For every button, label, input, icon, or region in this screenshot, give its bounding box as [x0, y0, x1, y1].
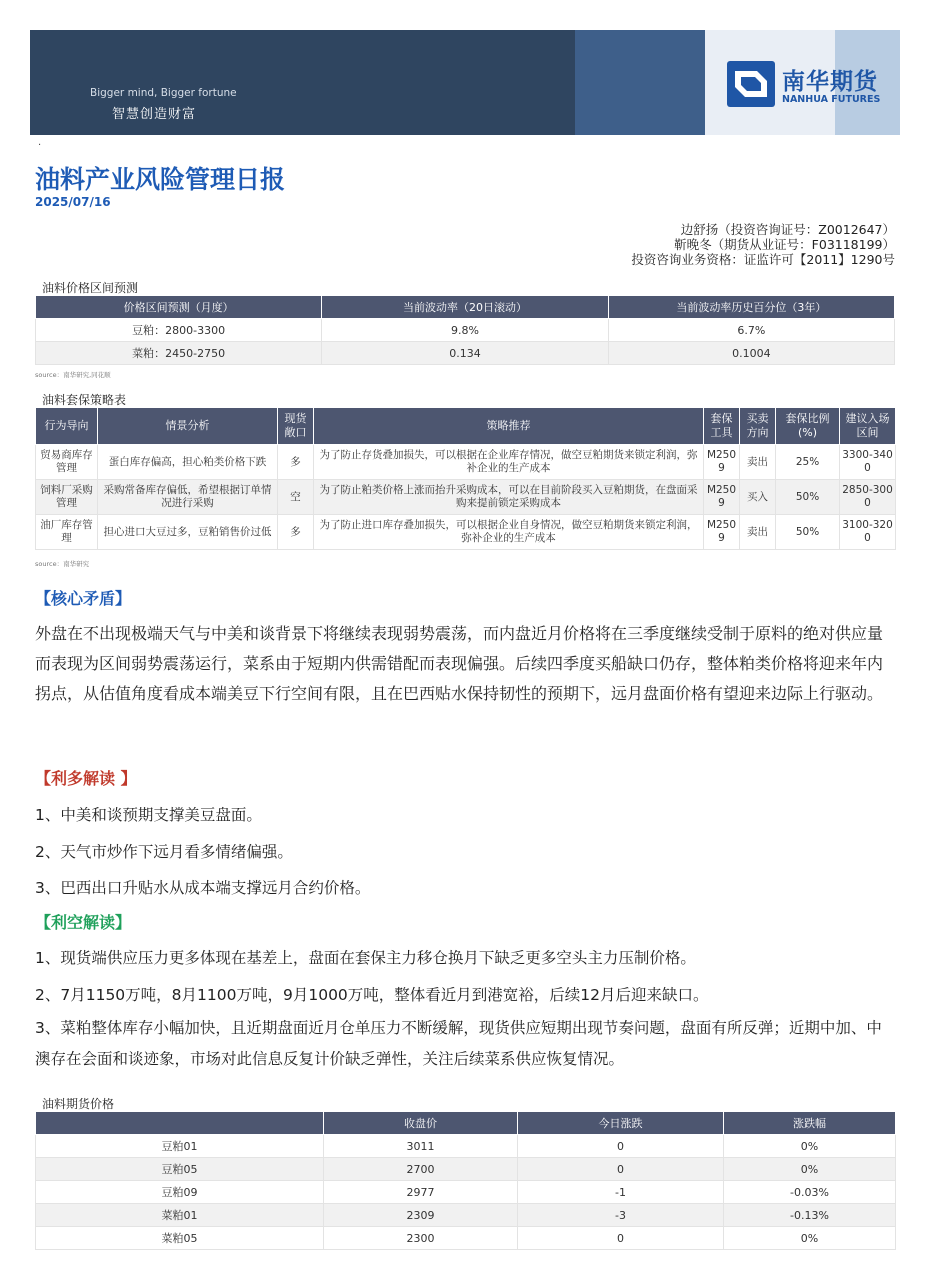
table-cell: 饲料厂采购管理: [36, 480, 98, 515]
price-range-table: [35, 295, 895, 365]
nanhua-logo-icon: [727, 61, 775, 107]
table-cell: 3300-3400: [840, 445, 896, 480]
table-cell: 豆粕：2800-3300: [36, 319, 322, 342]
table-cell: 0: [518, 1135, 724, 1158]
column-header: 行为导向: [36, 408, 98, 445]
slogan-english: Bigger mind, Bigger fortune: [90, 87, 237, 99]
column-header: [36, 1112, 324, 1135]
table-cell: 卖出: [740, 445, 776, 480]
bullish-item: 3、巴西出口升贴水从成本端支撑远月合约价格。: [35, 879, 371, 897]
hedge-table-label: 油料套保策略表: [42, 393, 127, 407]
column-header: 收盘价: [324, 1112, 518, 1135]
core-heading: 【核心矛盾】: [35, 589, 132, 608]
table-cell: 菜粕01: [36, 1204, 324, 1227]
price-range-label: 油料价格区间预测: [42, 281, 139, 295]
table-cell: 为了防止存货叠加损失，可以根据在企业库存情况，做空豆粕期货来锁定利润，弥补企业的生产成本: [314, 445, 704, 480]
table-row: [36, 1204, 896, 1227]
table-cell: -3: [518, 1204, 724, 1227]
table-cell: 多: [278, 445, 314, 480]
bearish-heading: 【利空解读】: [35, 913, 132, 932]
table-row: [36, 1135, 896, 1158]
source-note: source：南华研究,同花顺: [35, 371, 111, 379]
table-cell: 空: [278, 480, 314, 515]
table-cell: 9.8%: [322, 319, 608, 342]
table-row: [36, 1181, 896, 1204]
table-cell: 0%: [724, 1158, 896, 1181]
column-header: 套保比例(%): [776, 408, 840, 445]
table-cell: 0%: [724, 1135, 896, 1158]
bearish-item: 2、7月1150万吨，8月1100万吨，9月1000万吨，整体看近月到港宽裕，后续12月后迎来缺口。: [35, 986, 709, 1004]
table-cell: 为了防止粕类价格上涨而抬升采购成本，可以在目前阶段买入豆粕期货，在盘面采购来提前锁定采购成本: [314, 480, 704, 515]
futures-table-label: 油料期货价格: [42, 1097, 115, 1111]
table-cell: 3100-3200: [840, 515, 896, 550]
column-header: 今日涨跌: [518, 1112, 724, 1135]
author-line: 边舒扬（投资咨询证号：Z0012647）: [680, 222, 895, 237]
table-row: [36, 515, 896, 550]
bullish-item: 2、天气市炒作下远月看多情绪偏强。: [35, 843, 293, 861]
table-cell: 0.134: [322, 342, 608, 365]
column-header: 当前波动率（20日滚动）: [322, 296, 608, 319]
report-title: 油料产业风险管理日报: [35, 165, 286, 194]
column-header: 套保工具: [704, 408, 740, 445]
table-cell: 25%: [776, 445, 840, 480]
table-cell: 3011: [324, 1135, 518, 1158]
table-cell: 菜粕05: [36, 1227, 324, 1250]
bearish-item: 3、菜粕整体库存小幅加快，且近期盘面近月仓单压力不断缓解，现货供应短期出现节奏问题，盘面有所反弹；近期中加、中澳存在会面和谈迹象，市场对此信息反复计价缺乏弹性，关注后续菜系供应恢复情况。: [35, 1019, 882, 1068]
table-row: [36, 445, 896, 480]
slogan-chinese: 智慧创造财富: [112, 107, 197, 122]
column-header: 现货敞口: [278, 408, 314, 445]
author-line: 靳晚冬（期货从业证号：F03118199）: [674, 237, 895, 252]
report-date: 2025/07/16: [35, 195, 111, 209]
table-cell: 菜粕：2450-2750: [36, 342, 322, 365]
table-row: [36, 319, 895, 342]
core-paragraph: 外盘在不出现极端天气与中美和谈背景下将继续表现弱势震荡，而内盘近月价格将在三季度继续受制于原料的绝对供应量而表现为区间弱势震荡运行，菜系由于短期内供需错配而表现偏强。后续四季度买船缺口仍存，整体粕类价格将迎来年内拐点，从估值角度看成本端美豆下行空间有限，且在巴西贴水保持韧性的预期下，远月盘面价格有望迎来边际上行驱动。: [35, 624, 884, 703]
column-header: 当前波动率历史百分位（3年）: [608, 296, 894, 319]
table-header-row: [36, 296, 895, 319]
table-cell: 豆粕01: [36, 1135, 324, 1158]
table-cell: 2977: [324, 1181, 518, 1204]
table-row: [36, 1227, 896, 1250]
table-cell: M2509: [704, 515, 740, 550]
table-cell: -1: [518, 1181, 724, 1204]
table-cell: -0.13%: [724, 1204, 896, 1227]
table-cell: 豆粕09: [36, 1181, 324, 1204]
table-header-row: [36, 1112, 896, 1135]
column-header: 情景分析: [98, 408, 278, 445]
column-header: 建议入场区间: [840, 408, 896, 445]
table-cell: 多: [278, 515, 314, 550]
bullet-dot: ·: [38, 140, 42, 151]
table-cell: 0: [518, 1158, 724, 1181]
table-cell: 50%: [776, 515, 840, 550]
column-header: 涨跌幅: [724, 1112, 896, 1135]
table-cell: 2300: [324, 1227, 518, 1250]
table-cell: 2309: [324, 1204, 518, 1227]
bullish-heading: 【利多解读 】: [35, 769, 137, 788]
column-header: 价格区间预测（月度）: [36, 296, 322, 319]
table-cell: 买入: [740, 480, 776, 515]
logo-text-chinese: 南华期货: [782, 69, 878, 95]
hedge-strategy-table: [35, 407, 896, 550]
table-cell: 豆粕05: [36, 1158, 324, 1181]
source-note: source：南华研究: [35, 560, 90, 568]
table-cell: 0: [518, 1227, 724, 1250]
table-cell: M2509: [704, 480, 740, 515]
table-cell: 50%: [776, 480, 840, 515]
bullish-item: 1、中美和谈预期支撑美豆盘面。: [35, 806, 262, 824]
table-cell: 卖出: [740, 515, 776, 550]
banner-band: [575, 30, 705, 135]
table-cell: 贸易商库存管理: [36, 445, 98, 480]
table-cell: 0.1004: [608, 342, 894, 365]
column-header: 策略推荐: [314, 408, 704, 445]
bearish-item: 1、现货端供应压力更多体现在基差上，盘面在套保主力移仓换月下缺乏更多空头主力压制价格。: [35, 949, 696, 967]
table-cell: 0%: [724, 1227, 896, 1250]
header-banner: [30, 30, 900, 135]
author-block: [631, 222, 895, 267]
table-cell: 6.7%: [608, 319, 894, 342]
table-cell: 为了防止进口库存叠加损失，可以根据企业自身情况，做空豆粕期货来锁定利润，弥补企业的生产成本: [314, 515, 704, 550]
license-line: 投资咨询业务资格：证监许可【2011】1290号: [631, 252, 895, 267]
logo-text-english: NANHUA FUTURES: [782, 94, 881, 105]
table-header-row: [36, 408, 896, 445]
table-cell: 油厂库存管理: [36, 515, 98, 550]
table-row: [36, 480, 896, 515]
table-cell: 蛋白库存偏高，担心粕类价格下跌: [98, 445, 278, 480]
table-row: [36, 342, 895, 365]
table-cell: 担心进口大豆过多，豆粕销售价过低: [98, 515, 278, 550]
table-cell: 2700: [324, 1158, 518, 1181]
table-cell: -0.03%: [724, 1181, 896, 1204]
column-header: 买卖方向: [740, 408, 776, 445]
table-row: [36, 1158, 896, 1181]
table-cell: M2509: [704, 445, 740, 480]
table-cell: 2850-3000: [840, 480, 896, 515]
table-cell: 采购常备库存偏低，希望根据订单情况进行采购: [98, 480, 278, 515]
futures-price-table: [35, 1111, 896, 1250]
